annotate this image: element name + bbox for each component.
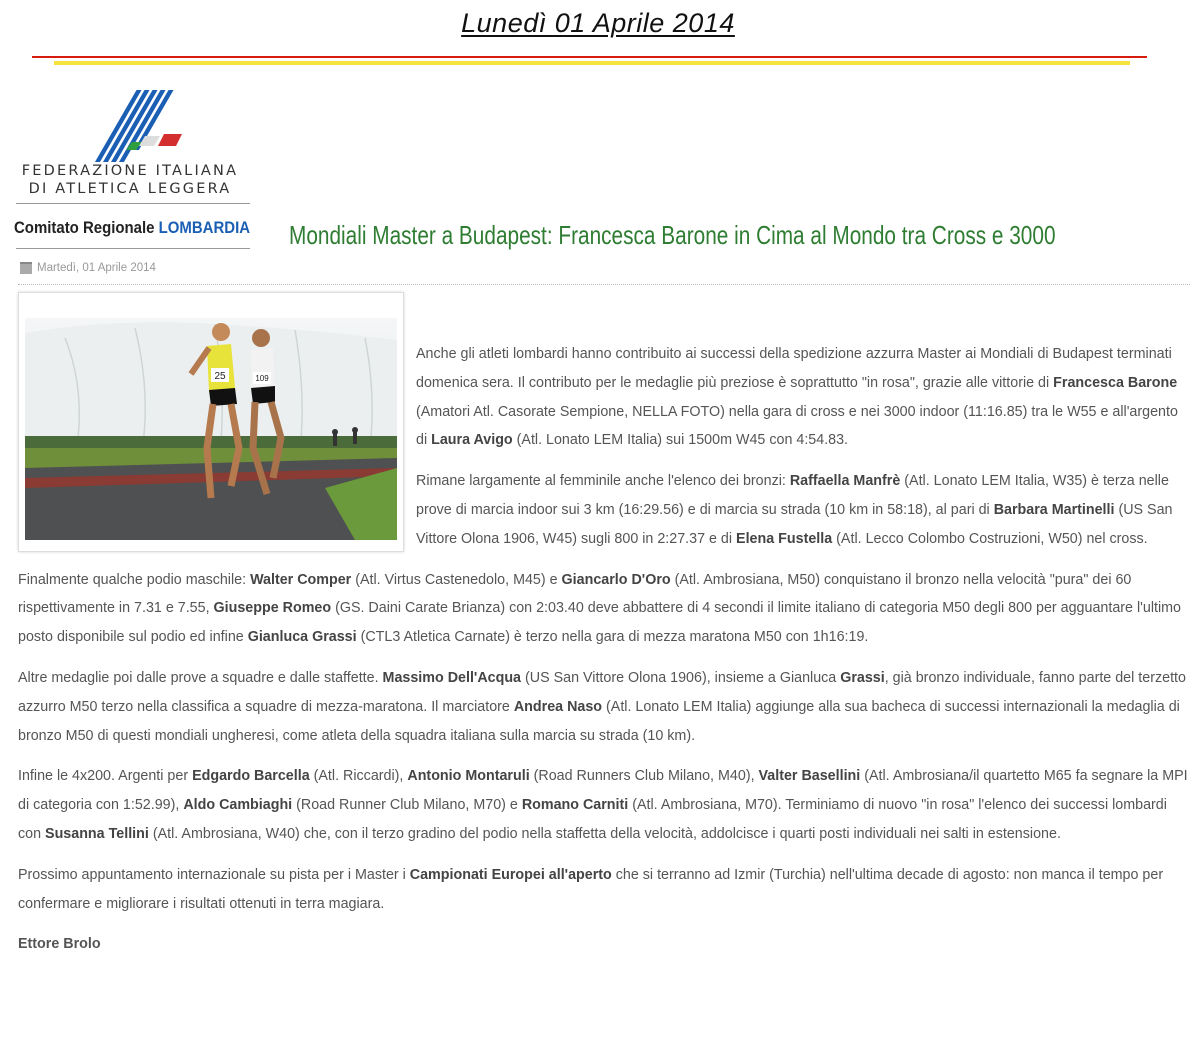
photo-float-spacer	[18, 340, 416, 552]
article-body	[18, 340, 1188, 971]
paragraph-text: (Atl. Ambrosiana/il quartetto M65 fa segnare la MPI di categoria con 1:52.99),	[18, 768, 1188, 814]
region-name: LOMBARDIA	[158, 218, 251, 237]
paragraph-text: (CTL3 Atletica Carnate) è terzo nella gara di mezza maratona M50 con 1h16:19.	[356, 629, 869, 646]
paragraph-text: (Atl. Riccardi),	[309, 768, 408, 785]
paragraph-text: (Road Runners Club Milano, M40),	[529, 768, 759, 785]
bold-name: Aldo Cambiaghi	[183, 797, 293, 814]
logo-line-2: DI ATLETICA LEGGERA	[28, 181, 232, 197]
comitato-label	[14, 218, 250, 238]
article-paragraph	[18, 861, 1188, 919]
paragraph-text: Finalmente qualche podio maschile:	[18, 571, 251, 588]
page-date-header: Lunedì 01 Aprile 2014	[461, 8, 735, 38]
article-date-text: Martedì, 01 Aprile 2014	[37, 262, 156, 274]
bold-name: Giancarlo D'Oro	[561, 571, 671, 588]
bold-name: Campionati Europei all'aperto	[409, 866, 612, 883]
title-separator	[18, 284, 1190, 285]
paragraph-text: , già bronzo individuale, fanno parte del terzetto azzurro M50 terzo nella classifica a squadre di mezza-maratona. Il marciatore	[18, 669, 1186, 715]
bold-name: Giuseppe Romeo	[213, 600, 332, 617]
bold-name: Antonio Montaruli	[407, 768, 530, 785]
fidal-stripes-icon	[82, 84, 192, 164]
bold-name: Andrea Naso	[513, 698, 603, 715]
red-divider	[32, 56, 1147, 58]
paragraph-text: (Road Runner Club Milano, M70) e	[292, 797, 522, 814]
paragraph-text: (GS. Daini Carate Brianza) con 2:03.40 deve abbattere di 4 secondi il limite italiano di categoria M50 degli 800 per agguantare l'ultimo posto disponibile sul podio ed infine	[18, 600, 1182, 646]
logo-divider-bottom	[16, 248, 250, 249]
paragraph-text: (Atl. Ambrosiana, W40) che, con il terzo gradino del podio nella staffetta della velocità, addolcisce i quarti posti individuali nei salti in estensione.	[148, 825, 1061, 842]
comitato-text: Comitato Regionale	[14, 218, 155, 237]
paragraph-text: Anche gli atleti lombardi hanno contribuito ai successi della spedizione azzurra Master ai Mondiali di Budapest terminati domenica sera. Il contributo per le medaglie più preziose è soprattutto "in rosa", grazie alle vittorie di	[416, 346, 1172, 391]
article-paragraph	[18, 566, 1188, 652]
article-paragraph	[18, 762, 1188, 848]
paragraph-text: (Atl. Ambrosiana, M70). Terminiamo di nuovo "in rosa" l'elenco dei successi lombardi con	[18, 797, 1167, 842]
paragraph-text: (US San Vittore Olona 1906, W45) sugli 800 in 2:27.37 e di	[416, 501, 1173, 547]
bold-name: Walter Comper	[250, 571, 352, 588]
paragraph-text: (Atl. Lonato LEM Italia, W35) è terza nelle prove di marcia indoor sui 3 km (16:29.56) e di marcia su strada (10 km in 58:18), al pari di	[416, 473, 1169, 518]
bold-name: Laura Avigo	[431, 432, 513, 449]
runner-2-bib: 109	[255, 374, 269, 383]
yellow-divider	[54, 61, 1130, 65]
logo-line-1: FEDERAZIONE ITALIANA	[21, 163, 239, 179]
bold-name: Valter Basellini	[758, 768, 861, 785]
article-paragraph	[18, 664, 1188, 750]
bold-name: Francesca Barone	[1053, 374, 1178, 391]
paragraph-text: (US San Vittore Olona 1906), insieme a Gianluca	[521, 669, 841, 686]
paragraph-text: (Atl. Lonato LEM Italia) aggiunge alla sua bacheca di successi internazionali la medaglia di bronzo M50 di questi mondiali ungheresi, come atleta della squadra italiana sulla marcia su strada (10 km).	[18, 698, 1180, 744]
runner-1-bib: 25	[214, 371, 226, 382]
paragraph-text: (Amatori Atl. Casorate Sempione, NELLA FOTO) nella gara di cross e nei 3000 indoor (11:16.85) tra le W55 e all'argento di	[416, 403, 1178, 449]
bold-name: Edgardo Barcella	[192, 768, 310, 785]
paragraph-text: (Atl. Lecco Colombo Costruzioni, W50) nel cross.	[832, 530, 1148, 547]
bold-name: Elena Fustella	[736, 530, 833, 547]
bold-name: Romano Carniti	[521, 797, 629, 814]
bold-name: Massimo Dell'Acqua	[382, 669, 522, 686]
paragraph-text: che si terranno ad Izmir (Turchia) nell'ultima decade di agosto: non manca il tempo per confermare e migliorare i risultati ottenuti in terra magiara.	[18, 866, 1164, 912]
paragraph-text: Altre medaglie poi dalle prove a squadre e dalle staffette.	[18, 669, 383, 686]
bold-name: Grassi	[840, 669, 885, 686]
paragraph-text: (Atl. Ambrosiana, M50) conquistano il bronzo nella velocità "pura" dei 60 rispettivamente in 7.31 e 7.55,	[18, 571, 1132, 617]
bold-name: Barbara Martinelli	[993, 501, 1115, 518]
bold-name: Raffaella Manfrè	[789, 473, 901, 490]
bold-name: Susanna Tellini	[45, 825, 149, 842]
article-date	[20, 262, 156, 274]
paragraph-text: Infine le 4x200. Argenti per	[18, 768, 193, 785]
paragraph-text: Prossimo appuntamento internazionale su pista per i Master i	[18, 866, 410, 883]
calendar-icon	[20, 262, 32, 274]
paragraph-text: (Atl. Virtus Castenedolo, M45) e	[351, 571, 562, 588]
paragraph-text: (Atl. Lonato LEM Italia) sui 1500m W45 con 4:54.83.	[512, 432, 849, 449]
bold-name: Gianluca Grassi	[247, 629, 357, 646]
paragraph-text: Rimane largamente al femminile anche l'elenco dei bronzi:	[416, 473, 790, 490]
article-author: Ettore Brolo	[18, 936, 101, 953]
logo-divider-top	[16, 203, 250, 204]
fidal-logo	[12, 80, 262, 255]
article-title[interactable]: Mondiali Master a Budapest: Francesca Barone in Cima al Mondo tra Cross e 3000	[289, 220, 1056, 250]
